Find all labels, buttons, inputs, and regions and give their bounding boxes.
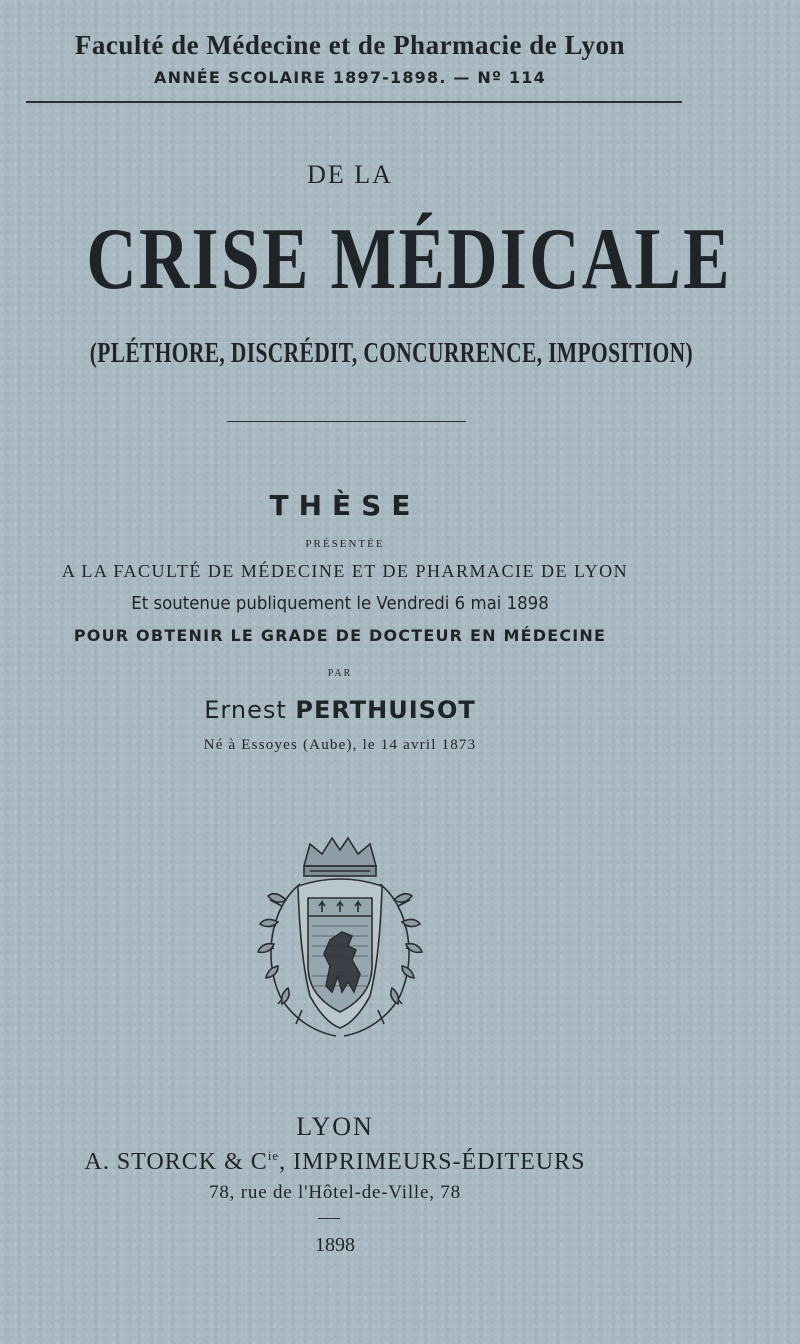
degree-line: POUR OBTENIR LE GRADE DE DOCTEUR EN MÉDECINE bbox=[73, 626, 607, 645]
publisher-suffix: , IMPRIMEURS-ÉDITEURS bbox=[279, 1149, 586, 1175]
author-name bbox=[0, 696, 680, 724]
faculty-name: Faculté de Médecine et de Pharmacie de Lyon bbox=[74, 30, 626, 60]
presented-faculty: A LA FACULTÉ DE MÉDECINE ET DE PHARMACIE DE LYON bbox=[61, 561, 629, 581]
defense-date: Et soutenue publiquement le Vendredi 6 mai 1898 bbox=[131, 593, 549, 614]
birth-info: Né à Essoyes (Aube), le 14 avril 1873 bbox=[203, 737, 477, 753]
bottom-rule bbox=[318, 1218, 340, 1219]
lyon-coat-of-arms-icon bbox=[252, 836, 428, 1046]
publisher-city: LYON bbox=[296, 1112, 374, 1141]
subtitle: (PLÉTHORE, DISCRÉDIT, CONCURRENCE, IMPOSITION) bbox=[89, 337, 693, 369]
presented-label: PRÉSENTÉE bbox=[305, 538, 385, 550]
middle-rule bbox=[227, 421, 466, 422]
publication-year: 1898 bbox=[315, 1234, 355, 1256]
pre-title: DE LA bbox=[307, 160, 393, 189]
school-year: ANNÉE SCOLAIRE 1897-1898. — Nº 114 bbox=[154, 68, 546, 87]
by-label: PAR bbox=[327, 668, 353, 679]
publisher-address: 78, rue de l'Hôtel-de-Ville, 78 bbox=[209, 1182, 461, 1203]
author-last-name: PERTHUISOT bbox=[295, 696, 476, 724]
top-rule bbox=[26, 101, 682, 103]
publisher-superscript: ie bbox=[267, 1148, 280, 1163]
main-title: CRISE MÉDICALE bbox=[86, 211, 732, 308]
publisher-name bbox=[0, 1148, 670, 1176]
publisher-prefix: A. STORCK & C bbox=[84, 1149, 268, 1175]
thesis-heading: THÈSE bbox=[269, 489, 421, 522]
author-first-name: Ernest bbox=[204, 696, 287, 724]
